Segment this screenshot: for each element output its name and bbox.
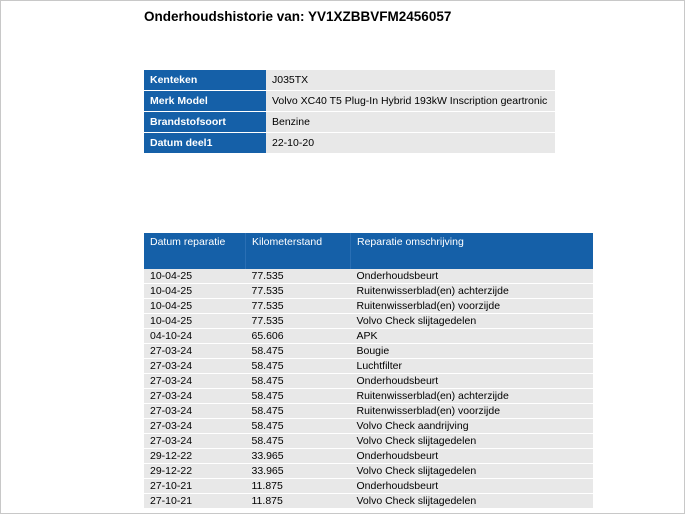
repair-km-cell: 58.475 — [246, 419, 351, 434]
vehicle-info-row — [144, 133, 555, 154]
repair-description-cell: APK — [351, 329, 594, 344]
repair-description-cell: Ruitenwisserblad(en) achterzijde — [351, 284, 594, 299]
vehicle-info-table — [144, 70, 555, 154]
repair-description-cell: Volvo Check slijtagedelen — [351, 494, 594, 509]
repair-date-cell: 27-10-21 — [144, 494, 246, 509]
repair-description-cell: Onderhoudsbeurt — [351, 374, 594, 389]
repair-row — [144, 449, 593, 464]
repair-row — [144, 464, 593, 479]
repair-row — [144, 359, 593, 374]
vehicle-info-value: Volvo XC40 T5 Plug-In Hybrid 193kW Inscription geartronic — [266, 91, 555, 112]
repair-description-cell: Ruitenwisserblad(en) voorzijde — [351, 299, 594, 314]
repairs-table — [144, 233, 593, 509]
repair-row — [144, 344, 593, 359]
repair-description-cell: Onderhoudsbeurt — [351, 269, 594, 284]
repair-row — [144, 284, 593, 299]
repairs-header — [144, 233, 593, 269]
vehicle-info-value: Benzine — [266, 112, 555, 133]
repair-km-cell: 77.535 — [246, 284, 351, 299]
vehicle-info-value: 22-10-20 — [266, 133, 555, 154]
vehicle-info-body — [144, 70, 555, 154]
vehicle-info-row — [144, 112, 555, 133]
repair-description-cell: Luchtfilter — [351, 359, 594, 374]
repair-date-cell: 27-03-24 — [144, 434, 246, 449]
repair-row — [144, 434, 593, 449]
repair-row — [144, 314, 593, 329]
repair-date-cell: 10-04-25 — [144, 284, 246, 299]
page-title: Onderhoudshistorie van: YV1XZBBVFM2456057 — [144, 9, 452, 24]
repair-description-cell: Ruitenwisserblad(en) achterzijde — [351, 389, 594, 404]
repair-km-cell: 58.475 — [246, 359, 351, 374]
repair-row — [144, 419, 593, 434]
repair-row — [144, 329, 593, 344]
repair-row — [144, 299, 593, 314]
repair-date-cell: 27-03-24 — [144, 419, 246, 434]
repair-row — [144, 374, 593, 389]
repair-km-cell: 33.965 — [246, 449, 351, 464]
vehicle-info-label: Datum deel1 — [144, 133, 266, 154]
repair-km-cell: 58.475 — [246, 344, 351, 359]
column-header-datum-reparatie: Datum reparatie — [144, 233, 246, 269]
repair-km-cell: 58.475 — [246, 404, 351, 419]
vehicle-info-label: Brandstofsoort — [144, 112, 266, 133]
repair-description-cell: Bougie — [351, 344, 594, 359]
repair-date-cell: 29-12-22 — [144, 449, 246, 464]
repair-row — [144, 404, 593, 419]
repair-km-cell: 77.535 — [246, 269, 351, 284]
repair-date-cell: 27-10-21 — [144, 479, 246, 494]
repair-km-cell: 77.535 — [246, 314, 351, 329]
vehicle-info-row — [144, 91, 555, 112]
report-content — [144, 9, 555, 509]
column-header-reparatie-omschrijving: Reparatie omschrijving — [351, 233, 594, 269]
repair-row — [144, 269, 593, 284]
repair-date-cell: 27-03-24 — [144, 359, 246, 374]
repair-description-cell: Onderhoudsbeurt — [351, 449, 594, 464]
repair-km-cell: 11.875 — [246, 494, 351, 509]
repair-date-cell: 10-04-25 — [144, 299, 246, 314]
vehicle-info-value: J035TX — [266, 70, 555, 91]
repair-km-cell: 33.965 — [246, 464, 351, 479]
repair-description-cell: Volvo Check aandrijving — [351, 419, 594, 434]
repair-date-cell: 27-03-24 — [144, 389, 246, 404]
vehicle-info-label: Merk Model — [144, 91, 266, 112]
repair-km-cell: 58.475 — [246, 389, 351, 404]
repair-date-cell: 04-10-24 — [144, 329, 246, 344]
repair-date-cell: 27-03-24 — [144, 374, 246, 389]
repair-km-cell: 58.475 — [246, 434, 351, 449]
vehicle-info-label: Kenteken — [144, 70, 266, 91]
repair-description-cell: Volvo Check slijtagedelen — [351, 314, 594, 329]
repair-km-cell: 11.875 — [246, 479, 351, 494]
repair-description-cell: Volvo Check slijtagedelen — [351, 434, 594, 449]
repair-date-cell: 10-04-25 — [144, 314, 246, 329]
repair-km-cell: 58.475 — [246, 374, 351, 389]
repair-description-cell: Ruitenwisserblad(en) voorzijde — [351, 404, 594, 419]
repair-row — [144, 494, 593, 509]
repair-date-cell: 27-03-24 — [144, 344, 246, 359]
repair-description-cell: Volvo Check slijtagedelen — [351, 464, 594, 479]
repairs-header-row — [144, 233, 593, 269]
repair-date-cell: 10-04-25 — [144, 269, 246, 284]
repair-row — [144, 389, 593, 404]
repair-description-cell: Onderhoudsbeurt — [351, 479, 594, 494]
repair-row — [144, 479, 593, 494]
repair-date-cell: 27-03-24 — [144, 404, 246, 419]
vehicle-info-row — [144, 70, 555, 91]
repair-km-cell: 77.535 — [246, 299, 351, 314]
repairs-body — [144, 269, 593, 509]
repair-km-cell: 65.606 — [246, 329, 351, 344]
column-header-kilometerstand: Kilometerstand — [246, 233, 351, 269]
repair-date-cell: 29-12-22 — [144, 464, 246, 479]
